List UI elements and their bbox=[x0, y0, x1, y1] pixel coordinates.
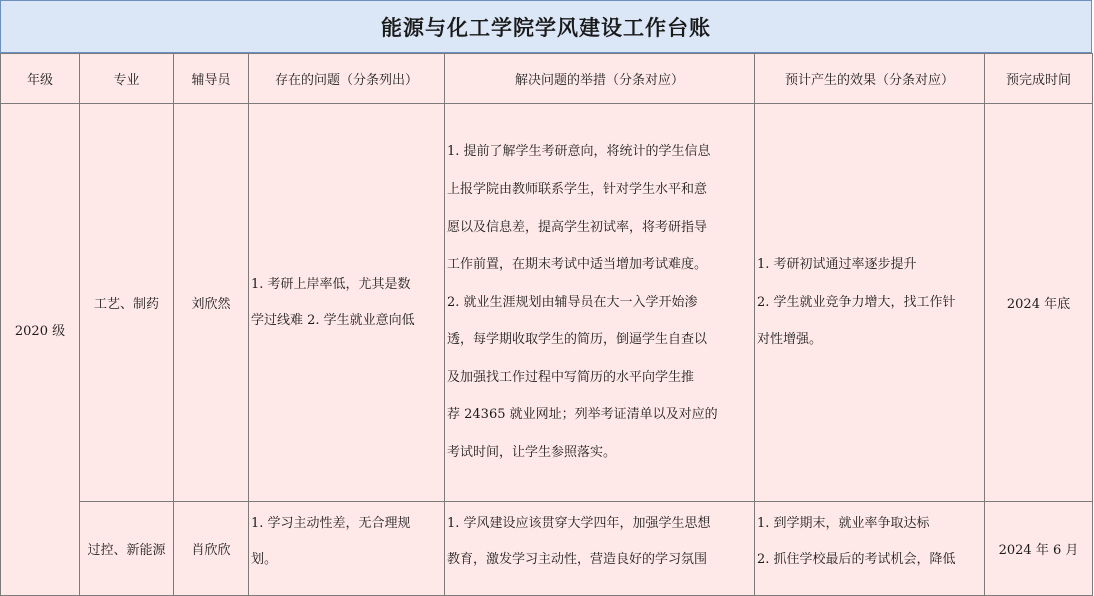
effect-line: 2. 抓住学校最后的考试机会，降低 bbox=[757, 552, 956, 567]
measure-line: 考试时间，让学生参照落实。 bbox=[447, 445, 617, 461]
measure-line: 2. 就业生涯规划由辅导员在大一入学开始渗 bbox=[447, 294, 698, 310]
ledger-table bbox=[0, 53, 1093, 596]
problem-line: 1. 考研上岸率低，尤其是数 bbox=[251, 276, 411, 292]
problem-line: 划。 bbox=[251, 552, 278, 567]
header-counselor: 辅导员 bbox=[174, 54, 249, 104]
header-major: 专业 bbox=[80, 54, 174, 104]
measure-line: 工作前置，在期末考试中适当增加考试难度。 bbox=[447, 257, 708, 273]
effects-cell bbox=[755, 104, 985, 502]
measure-line: 教育，激发学习主动性，营造良好的学习氛围 bbox=[447, 552, 708, 567]
table-row bbox=[1, 502, 1093, 596]
header-grade: 年级 bbox=[1, 54, 80, 104]
problems-cell bbox=[249, 502, 445, 596]
major-cell: 工艺、制药 bbox=[80, 104, 174, 502]
counselor-cell: 肖欣欣 bbox=[174, 502, 249, 596]
header-measures: 解决问题的举措（分条对应） bbox=[445, 54, 755, 104]
measure-line: 1. 学风建设应该贯穿大学四年，加强学生思想 bbox=[447, 516, 711, 531]
major-cell: 过控、新能源 bbox=[80, 502, 174, 596]
grade-cell: 2020 级 bbox=[1, 104, 80, 596]
effect-line: 1. 考研初试通过率逐步提升 bbox=[757, 257, 917, 273]
measure-line: 愿以及信息差，提高学生初试率，将考研指导 bbox=[447, 219, 708, 235]
effect-line: 2. 学生就业竞争力增大，找工作针 bbox=[757, 294, 956, 310]
measure-line: 1. 提前了解学生考研意向，将统计的学生信息 bbox=[447, 144, 711, 160]
problem-line: 学过线难 2. 学生就业意向低 bbox=[251, 312, 415, 328]
measures-cell bbox=[445, 104, 755, 502]
table-row bbox=[1, 104, 1093, 502]
effects-cell bbox=[755, 502, 985, 596]
deadline-cell: 2024 年底 bbox=[985, 104, 1093, 502]
problem-line: 1. 学习主动性差，无合理规 bbox=[251, 516, 411, 531]
measure-line: 荐 24365 就业网址；列举考证清单以及对应的 bbox=[447, 407, 718, 423]
header-effects: 预计产生的效果（分条对应） bbox=[755, 54, 985, 104]
effect-line: 1. 到学期末，就业率争取达标 bbox=[757, 516, 930, 531]
problems-cell bbox=[249, 104, 445, 502]
effect-line: 对性增强。 bbox=[757, 332, 823, 348]
header-deadline: 预完成时间 bbox=[985, 54, 1093, 104]
counselor-cell: 刘欣然 bbox=[174, 104, 249, 502]
header-row bbox=[1, 54, 1093, 104]
measures-cell bbox=[445, 502, 755, 596]
measure-line: 上报学院由教师联系学生，针对学生水平和意 bbox=[447, 181, 708, 197]
measure-line: 透，每学期收取学生的简历，倒逼学生自查以 bbox=[447, 332, 708, 348]
measure-line: 及加强找工作过程中写简历的水平向学生推 bbox=[447, 369, 695, 385]
header-problems: 存在的问题（分条列出） bbox=[249, 54, 445, 104]
sheet-title: 能源与化工学院学风建设工作台账 bbox=[0, 0, 1092, 53]
deadline-cell: 2024 年 6 月 bbox=[985, 502, 1093, 596]
